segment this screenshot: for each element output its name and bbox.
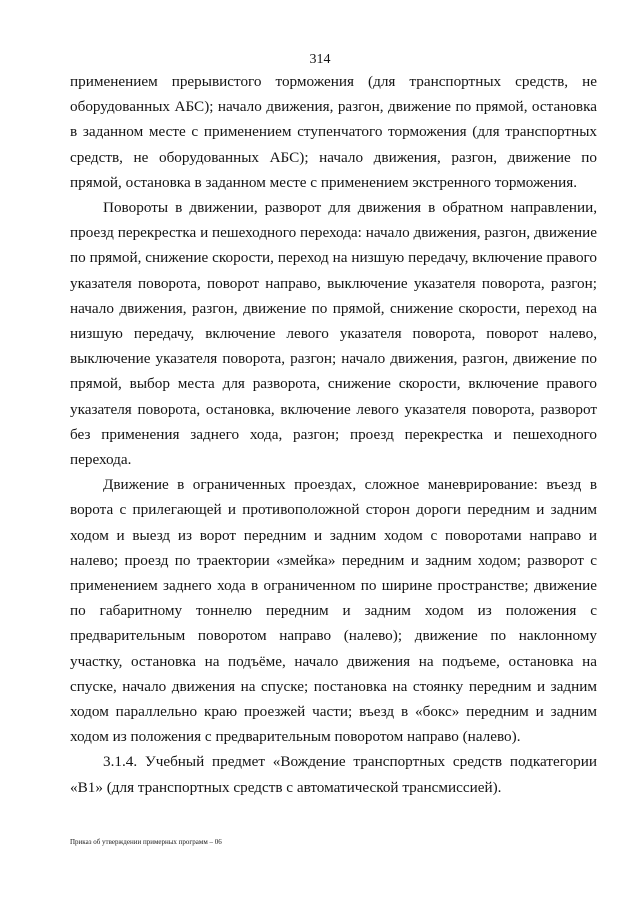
paragraph-braking-continuation: применением прерывистого торможения (для транспортных средств, не оборудованных АБС); начало движения, разгон, движение по прямой, остановка в заданном месте с применением ступенчатого торможения (для транспортных средств, не оборудованных АБС); начало движения, разгон, движение по прямой, остановка в заданном месте с применением экстренного торможения. (70, 73, 597, 191)
page-number: 314 (309, 52, 331, 67)
paragraph-restricted-driving: Движение в ограниченных проездах, сложное маневрирование: въезд в ворота с прилегающей и противоположной сторон дороги передним и задним ходом и выезд из ворот передним и задним ходом с поворотами направо и налево; проезд по траектории «змейка» передним и задним ходом; разворот с применением заднего хода в ограниченном по ширине пространстве; движение по габаритному тоннелю передним и задним ходом из положения с предварительным поворотом направо (налево); движение по наклонному участку, остановка на подъёме, начало движения на подъеме, остановка на спуске, начало движения на спуске; постановка на стоянку передним и задним ходом параллельно краю проезжей части; въезд в «бокс» передним и задним ходом из положения с предварительным поворотом направо (налево). (70, 476, 597, 746)
paragraph-turns: Повороты в движении, разворот для движения в обратном направлении, проезд перекрестка и пешеходного перехода: начало движения, разгон, движение по прямой, снижение скорости, переход на низшую передачу, включение правого указателя поворота, поворот направо, выключение указателя поворота, разгон; начало движения, разгон, движение по прямой, снижение скорости, переход на низшую передачу, включение левого указателя поворота, поворот налево, выключение указателя поворота, разгон; начало движения, разгон, движение по прямой, выбор места для разворота, снижение скорости, включение правого указателя поворота, остановка, включение левого указателя поворота, разворот без применения заднего хода, разгон; проезд перекрестка и пешеходного перехода. (70, 199, 597, 469)
paragraph-section-heading: 3.1.4. Учебный предмет «Вождение транспортных средств подкатегории «B1» (для транспортных средств с автоматической трансмиссией). (70, 753, 597, 796)
document-body (70, 69, 597, 800)
footer-note: Приказ об утверждении примерных программ – 06 (70, 838, 222, 846)
